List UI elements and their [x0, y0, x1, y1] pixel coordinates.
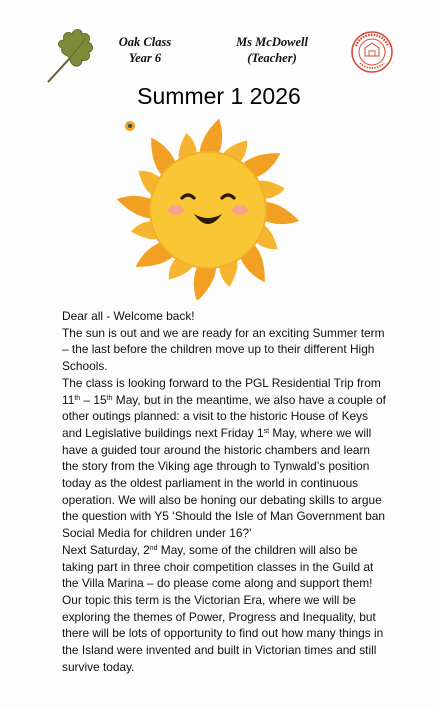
class-name: Oak Class [118, 35, 172, 49]
paragraph-choir: Next Saturday, 2nd May, some of the children will also be taking part in three choir competition classes in the Guild at the Villa Marina – do please come along and support them! [62, 542, 374, 591]
year-group: Year 6 [128, 51, 162, 65]
school-seal-icon [350, 30, 394, 74]
class-info [112, 34, 178, 66]
paragraph-intro: The sun is out and we are ready for an exciting Summer term – the last before the children move up to their different High Schools. [62, 325, 385, 374]
letter-body [62, 308, 386, 675]
teacher-role: (Teacher) [247, 51, 297, 65]
oak-leaf-icon [40, 24, 106, 86]
smiling-sun-illustration [112, 112, 300, 300]
page-title: Summer 1 2026 [137, 83, 301, 109]
paragraph-topic: Our topic this term is the Victorian Era, where we will be exploring the themes of Power, Progress and Inequality, but there will be lots of opportunity to find out how many things in the Island were invented and built in Victorian times and still survive today. [62, 592, 384, 674]
teacher-name: Ms McDowell [236, 35, 308, 49]
greeting: Dear all - Welcome back! [62, 309, 195, 323]
teacher-info [222, 34, 322, 66]
paragraph-trips: The class is looking forward to the PGL Residential Trip from 11th – 15th May, but in the meantime, we also have a couple of other outings planned: a visit to the historic House of Keys and Legislative buildings next Friday 1st May, where we will have a guided tour around the historic chambers and learn the story from the Viking age through to Tynwald’s position today as the oldest parliament in the world in continuous operation. We will also be honing our debating skills to argue the question with Y5 ‘Should the Isle of Man Government ban Social Media for children under 16?’ [62, 375, 386, 541]
